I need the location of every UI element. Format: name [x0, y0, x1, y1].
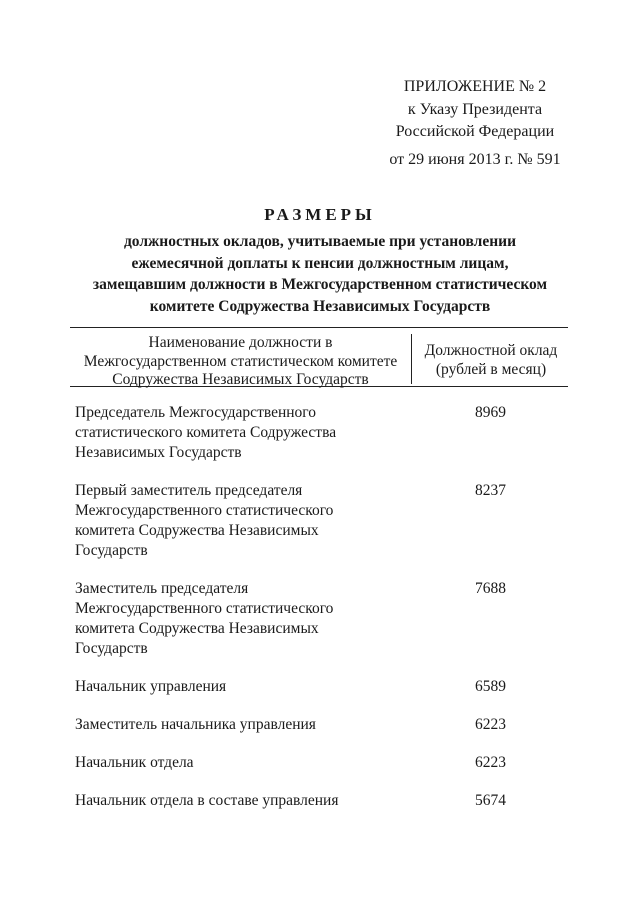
appendix-line: ПРИЛОЖЕНИЕ № 2 [403, 78, 547, 95]
appendix-line: от 29 июня 2013 г. № 591 [389, 150, 561, 168]
row-position [70, 403, 375, 463]
row-salary: 7688 [475, 580, 506, 597]
subtitle-line: комитете Содружества Независимых Государств [149, 297, 491, 315]
row-position-line: Начальник управления [75, 678, 227, 695]
document-subtitle [40, 231, 600, 317]
header-position-line: Наименование должности в [148, 334, 333, 351]
row-salary: 6589 [475, 678, 506, 695]
header-salary-line: (рублей в месяц) [435, 360, 547, 378]
subtitle-line: замещавшим должности в Межгосударственном статистическом [92, 276, 548, 293]
table-header [70, 327, 568, 387]
row-position-line: Независимых Государств [75, 444, 242, 461]
table-row [70, 715, 568, 735]
table-row [70, 753, 568, 773]
subtitle-line: ежемесячной доплаты к пенсии должностным лицам, [131, 254, 509, 272]
row-position-line: комитета Содружества Независимых [75, 620, 319, 637]
table-row [70, 791, 568, 811]
appendix-block [360, 76, 590, 171]
header-salary [414, 342, 568, 379]
row-position-line: комитета Содружества Независимых [75, 522, 319, 539]
subtitle-line: должностных окладов, учитываемые при установлении [123, 233, 517, 250]
appendix-line: к Указу Президента [407, 100, 543, 118]
row-position-line: Межгосударственного статистического [75, 502, 334, 519]
row-position [70, 481, 375, 561]
row-position [70, 677, 375, 697]
row-position-line: Заместитель начальника управления [75, 716, 316, 733]
appendix-line: Российской Федерации [395, 123, 555, 140]
table-row [70, 677, 568, 697]
row-position [70, 715, 375, 735]
row-salary: 6223 [475, 754, 506, 771]
row-salary: 6223 [475, 716, 506, 733]
table-row [70, 579, 568, 659]
header-position [70, 334, 412, 388]
row-position-line: Государств [75, 542, 148, 559]
row-salary: 8237 [475, 482, 506, 499]
table-row [70, 403, 568, 463]
header-position-line: Содружества Независимых Государств [112, 371, 369, 388]
row-salary: 5674 [475, 792, 506, 809]
row-position [70, 791, 375, 811]
row-position-line: Председатель Межгосударственного [75, 404, 317, 421]
salary-table [70, 327, 568, 809]
row-position-line: Государств [75, 640, 148, 657]
row-position [70, 579, 375, 659]
row-position-line: Начальник отдела [75, 754, 194, 771]
row-position-line: Заместитель председателя [75, 580, 249, 597]
table-body [70, 403, 568, 811]
row-position-line: Начальник отдела в составе управления [75, 792, 339, 809]
row-position-line: Межгосударственного статистического [75, 600, 334, 617]
header-salary-line: Должностной оклад [424, 342, 558, 359]
row-position [70, 753, 375, 773]
row-position-line: статистического комитета Содружества [75, 424, 337, 441]
row-position-line: Первый заместитель председателя [75, 482, 303, 499]
header-position-line: Межгосударственном статистическом комитете [83, 352, 398, 370]
table-row [70, 481, 568, 561]
row-salary: 8969 [475, 404, 506, 421]
document-title: РАЗМЕРЫ [264, 205, 376, 224]
